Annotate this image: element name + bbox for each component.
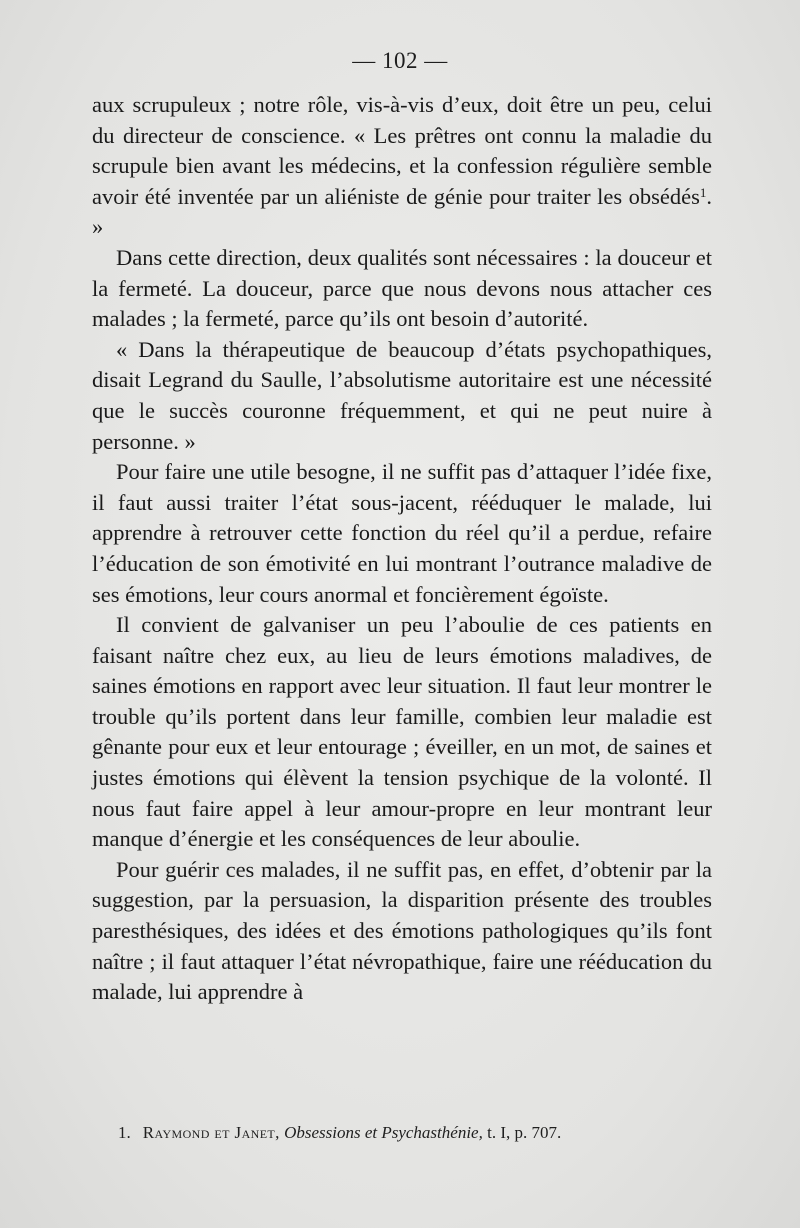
footnote	[118, 1123, 728, 1143]
paragraph-1	[92, 90, 712, 243]
paragraph-1-text: aux scrupuleux ; notre rôle, vis-à-vis d’eux, doit être un peu, celui du directeur de conscience. « Les prêtres ont connu la maladie du scrupule bien avant les médecins, et la confession régulière semble avoir été inventée par un aliéniste de génie pour traiter les obsédés	[92, 92, 712, 209]
page-number: — 102 —	[352, 48, 448, 73]
footnote-reference-pages: t. I, p. 707.	[487, 1123, 562, 1142]
paragraph-5: Il convient de galvaniser un peu l’aboulie de ces patients en faisant naître chez eux, au lieu de leurs émotions maladives, de saines émotions en rapport avec leur situation. Il faut leur montrer le trouble qu’ils portent dans leur famille, combien leur maladie est gênante pour eux et leur entourage ; éveiller, en un mot, de saines et justes émotions qui élèvent la tension psychique de la volonté. Il nous faut faire appel à leur amour-propre en leur montrant leur manque d’énergie et les conséquences de leur aboulie.	[92, 612, 712, 852]
paragraph-2: Dans cette direction, deux qualités sont nécessaires : la douceur et la fermeté. La douceur, parce que nous devons nous attacher ces malades ; la fermeté, parce qu’ils ont besoin d’autorité.	[92, 244, 712, 332]
footnote-authors: Raymond et Janet,	[142, 1123, 280, 1142]
body-text	[92, 90, 712, 1008]
footnote-reference[interactable]: 1	[699, 184, 707, 200]
footnote-number: 1.	[118, 1123, 131, 1142]
paragraph-3: « Dans la thérapeutique de beaucoup d’états psychopathiques, disait Legrand du Saulle, l’absolutisme autoritaire est une nécessité que le succès couronne fréquemment, et qui ne peut nuire à personne. »	[92, 336, 712, 454]
paragraph-1-closing: . »	[92, 183, 712, 240]
footnote-title: Obsessions et Psychasthénie,	[284, 1123, 483, 1142]
paragraph-6: Pour guérir ces malades, il ne suffit pas, en effet, d’obtenir par la suggestion, par la persuasion, la disparition présente des troubles paresthésiques, des idées et des émotions pathologiques qu’ils font naître ; il faut attaquer l’état névropathique, faire une rééducation du malade, lui apprendre à	[92, 856, 712, 1005]
paragraph-4: Pour faire une utile besogne, il ne suffit pas d’attaquer l’idée fixe, il faut aussi traiter l’état sous-jacent, rééduquer le malade, lui apprendre à retrouver cette fonction du réel qu’il a perdue, refaire l’éducation de son émotivité en lui montrant l’outrance maladive de ses émotions, leur cours anormal et foncièrement égoïste.	[92, 459, 712, 607]
